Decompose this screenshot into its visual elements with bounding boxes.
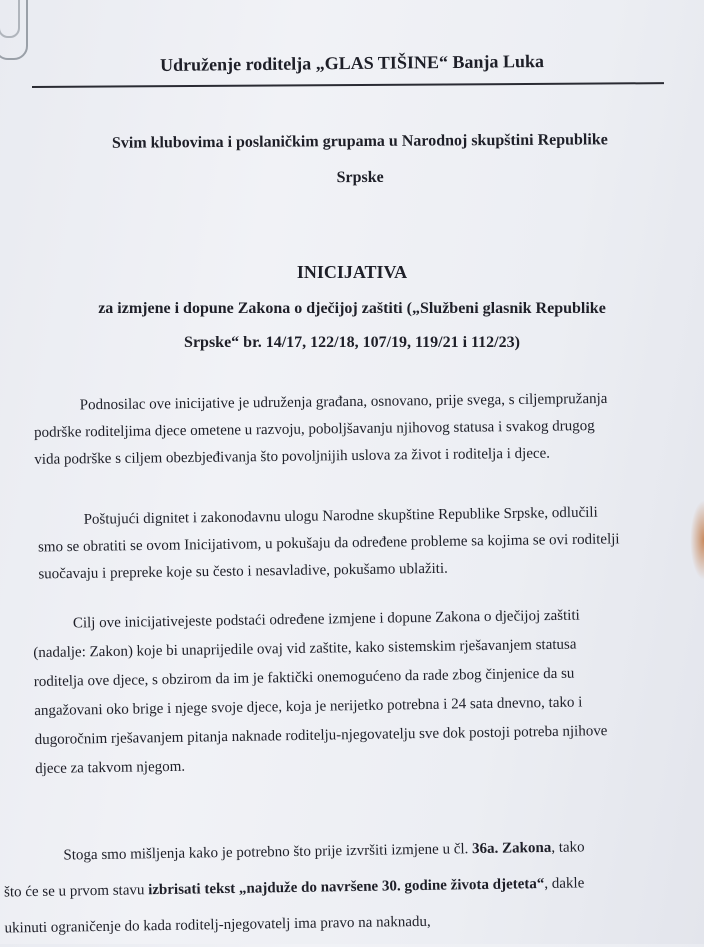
- paragraph-line: angažovani oko brige i njege svoje djece, koja je nerijetko potrebna i 24 sata dnevno, tako i: [34, 694, 583, 720]
- paragraph-line: ukinuti ograničenje do kada roditelj-njegovatelj ima pravo na naknadu,: [4, 913, 431, 937]
- paragraph-line: roditelja ove djece, s obzirom da im je faktički onemogućeno da rade zbog činjenice da su: [33, 665, 575, 691]
- paragraph-line: Cilj ove inicijativejeste podstaći određene izmjene i dopune Zakona o dječijoj zaštiti: [72, 607, 580, 632]
- document-title: INICIJATIVA: [296, 262, 408, 282]
- text-run: , tako: [551, 839, 585, 856]
- paragraph-1: [34, 385, 675, 474]
- paragraph-line: Podnosilac ove inicijative je udruženja građana, osnovano, prije svega, s ciljempružanja: [79, 390, 608, 414]
- paragraph-line: (nadalje: Zakon) koje bi unaprijedile ovaj vid zaštite, kako sistemskim rješavanjem statusa: [33, 636, 577, 662]
- header-divider: [32, 82, 664, 88]
- subtitle-line-1: za izmjene i dopune Zakona o dječijoj zaštiti („Službeni glasnik Republike: [98, 300, 606, 317]
- document-subtitle: [30, 292, 674, 360]
- recipient-line-1: Svim klubovima i poslaničkim grupama u Narodnoj skupštini Republike: [111, 131, 608, 152]
- paragraph-line: suočavaju i prepreke koje su često i nesavladive, pokušamo ublažiti.: [38, 560, 448, 583]
- recipient-line-2: Srpske: [336, 168, 384, 187]
- paper-clip-inner: [0, 0, 20, 38]
- bold-text-run: izbrisati tekst „najduže do navršene 30. godine života djeteta“: [148, 876, 545, 899]
- paragraph-line: podrške roditeljima djece ometene u razvoju, poboljšavanju njihovog statusa i svakog drugog: [33, 418, 595, 441]
- bold-text-run: 36a. Zakona: [471, 839, 552, 858]
- subtitle-line-2: Srpske“ br. 14/17, 122/18, 107/19, 119/21 i 112/23): [184, 334, 520, 351]
- organization-header: Udruženje roditelja „GLAS TIŠINE“ Banja Luka: [159, 50, 545, 76]
- paragraph-line: dugoročnim rješavanjem pitanja naknade roditelju-njegovatelju sve dok postoji potreba njihove: [34, 723, 608, 749]
- text-run: Stoga smo mišljenja kako je potrebno što prije izvršiti izmjene u čl.: [63, 841, 469, 864]
- finger-shadow: [690, 500, 704, 580]
- text-run: , dakle: [544, 875, 585, 893]
- paragraph-4: [3, 828, 704, 947]
- paragraph-line: smo se obratiti se ovom Inicijativom, u pokušaju da određene probleme sa kojima se ovi roditelji: [37, 531, 620, 556]
- paragraph-line: vida podrške s ciljem obezbjeđivanja što povoljnijih uslova za život i roditelja i djece.: [34, 445, 551, 468]
- paragraph-3: [33, 600, 686, 784]
- paragraph-line: djece za takvom njegom.: [35, 758, 186, 778]
- paragraph-line: Poštujući dignitet i zakonodavnu ulogu Narodne skupštine Republike Srpske, odlučili: [83, 504, 598, 528]
- recipient-block: [40, 122, 680, 198]
- paragraph-2: [37, 499, 678, 589]
- paper-clip: [0, 0, 28, 60]
- text-run: što će se u prvom stavu: [3, 882, 145, 901]
